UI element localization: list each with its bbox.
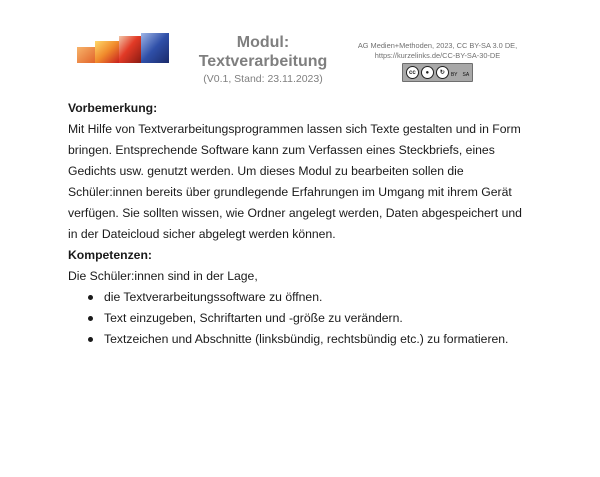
module-title-block <box>188 33 338 86</box>
list-item-text: die Textverarbeitungssoftware zu öffnen. <box>104 290 323 304</box>
bullet-icon <box>88 316 93 321</box>
creative-commons-icon <box>402 63 473 82</box>
badge-by-label: BY <box>450 72 458 78</box>
license-attribution: AG Medien+Methoden, 2023, CC BY-SA 3.0 DE, <box>357 41 518 50</box>
section-heading-preliminary: Vorbemerkung: <box>68 101 158 115</box>
list-item <box>68 308 538 329</box>
paragraph-line: verfügen. Sie sollten wissen, wie Ordner angelegt werden, Daten abgespeichert und <box>68 206 522 220</box>
paragraph-line: in der Dateicloud sicher abgelegt werden können. <box>68 227 336 241</box>
paragraph-line: Gedichts usw. genutzt werden. Um dieses Modul zu bearbeiten sollen die <box>68 164 464 178</box>
badge-sa-label: SA <box>462 72 470 78</box>
list-item <box>68 287 538 308</box>
paragraph-line: Schüler:innen bereits über grundlegende Erfahrungen im Umgang mit ihrem Gerät <box>68 185 512 199</box>
document-header <box>0 0 600 95</box>
module-title: Textverarbeitung <box>198 53 328 70</box>
gradient-squares-logo <box>77 33 169 65</box>
share-alike-icon: ↻ <box>436 66 449 79</box>
module-title-label: Modul: <box>236 34 290 51</box>
list-item-text: Text einzugeben, Schriftarten und -größe zu verändern. <box>104 311 403 325</box>
bullet-icon <box>88 295 93 300</box>
badge-tags <box>451 70 469 80</box>
section-heading-competencies: Kompetenzen: <box>68 248 152 262</box>
license-block <box>345 41 530 82</box>
competencies-intro: Die Schüler:innen sind in der Lage, <box>68 269 258 283</box>
list-item <box>68 329 538 350</box>
preliminary-paragraph <box>68 119 538 245</box>
version-date: (V0.1, Stand: 23.11.2023) <box>203 73 323 85</box>
bullet-icon <box>88 337 93 342</box>
paragraph-line: Mit Hilfe von Textverarbeitungsprogrammen lassen sich Texte gestalten und in Form <box>68 122 521 136</box>
paragraph-line: bringen. Entsprechende Software kann zum Verfassen eines Steckbriefs, eines <box>68 143 495 157</box>
list-item-text: Textzeichen und Abschnitte (linksbündig, rechtsbündig etc.) zu formatieren. <box>104 332 509 346</box>
cc-circle-icon: cc <box>406 66 419 79</box>
person-icon: ● <box>421 66 434 79</box>
document-body <box>68 98 538 350</box>
license-link: https://kurzelinks.de/CC-BY-SA-30-DE <box>374 51 501 60</box>
competencies-list <box>68 287 538 350</box>
